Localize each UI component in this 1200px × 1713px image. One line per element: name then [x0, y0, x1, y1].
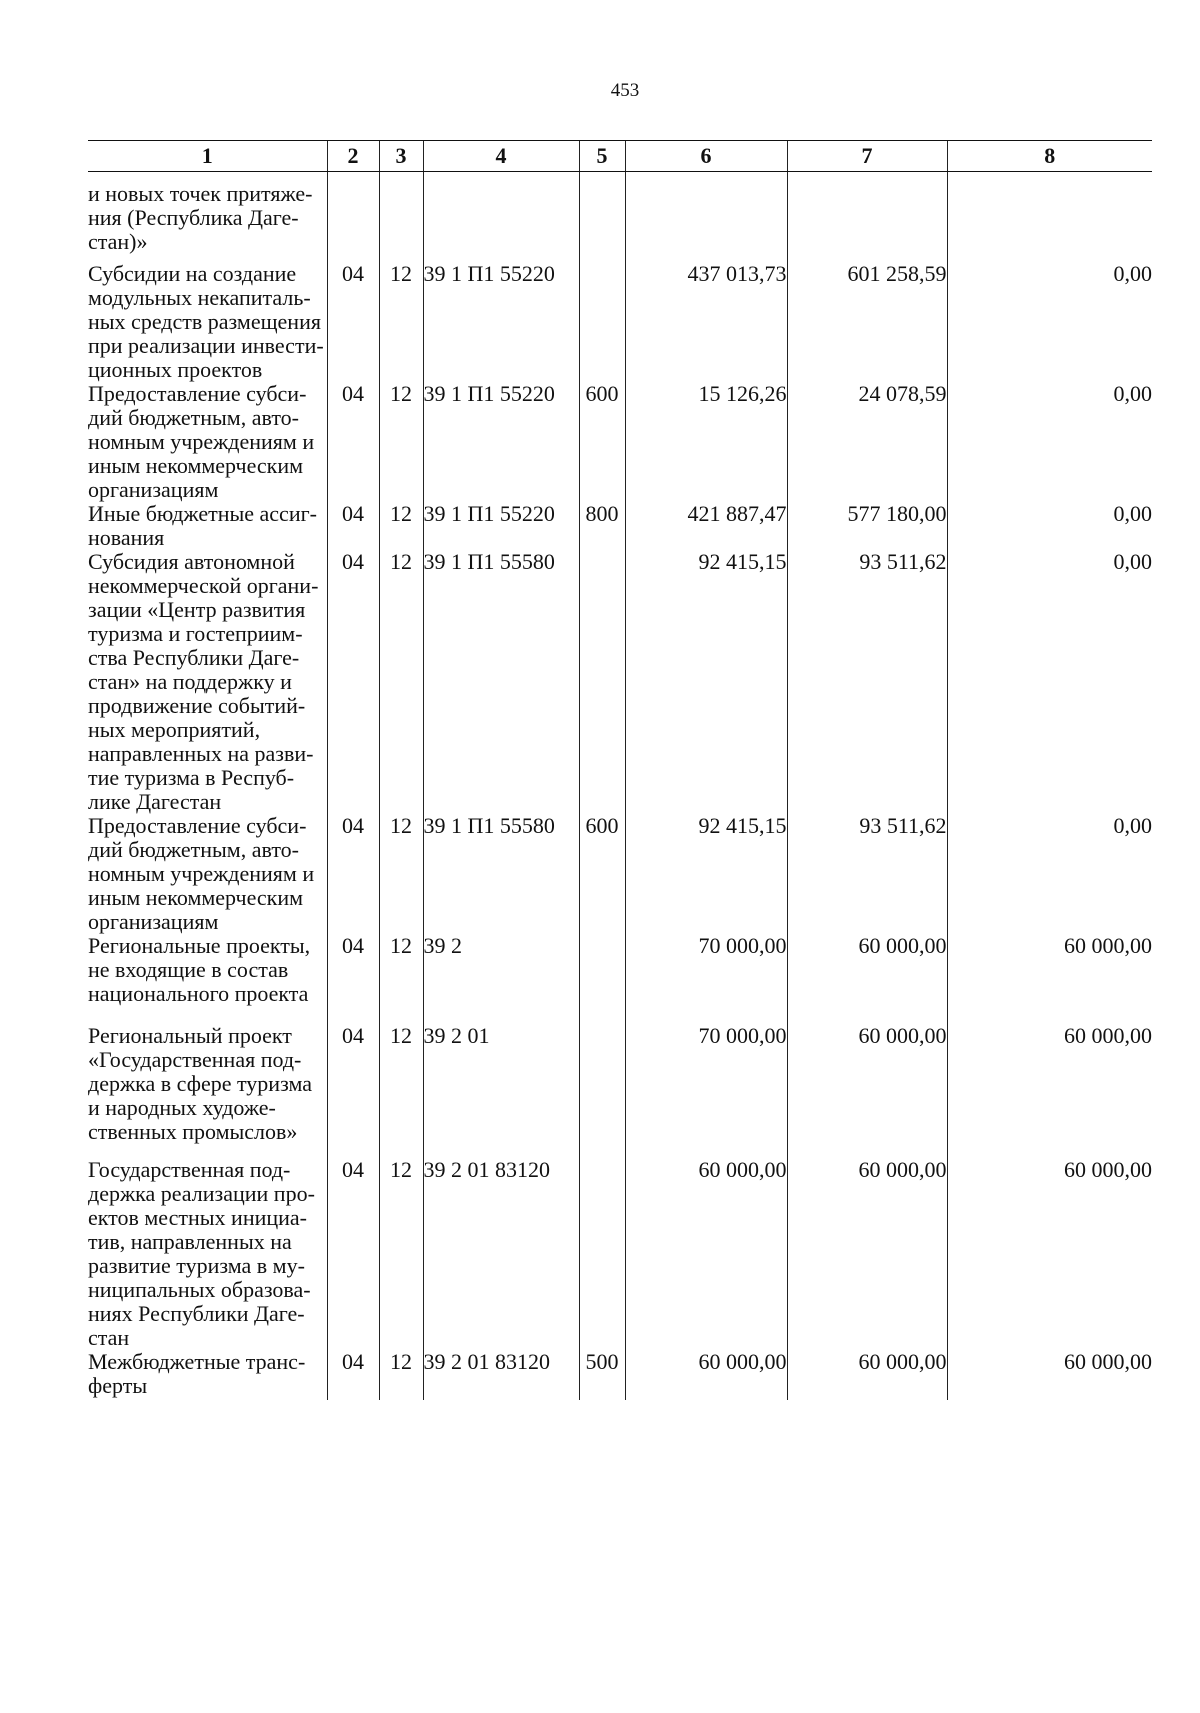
amount-col-8: 60 000,00 — [947, 934, 1152, 1024]
section-code: 04 — [327, 1350, 379, 1400]
item-name: Государственная под- держка реализации про- ектов местных инициа- тив, направленных на развитие туризма в му- ниципальных образова- ниях Республики Даге- стан — [88, 1157, 315, 1350]
section-code: 04 — [327, 502, 379, 550]
amount-col-6: 437 013,73 — [625, 262, 787, 382]
item-name: Региональные проекты, не входящие в состав национального проекта — [88, 933, 311, 1006]
header-row — [88, 141, 1152, 172]
subsection-code — [379, 172, 423, 263]
amount-col-7: 601 258,59 — [787, 262, 947, 382]
section-code: 04 — [327, 550, 379, 814]
table-row — [88, 1158, 1152, 1350]
subsection-code: 12 — [379, 1024, 423, 1158]
amount-col-8 — [947, 172, 1152, 263]
expense-type-code: 600 — [579, 814, 625, 934]
amount-col-8: 60 000,00 — [947, 1350, 1152, 1400]
amount-col-6 — [625, 172, 787, 263]
subsection-code: 12 — [379, 1158, 423, 1350]
amount-col-6: 60 000,00 — [625, 1350, 787, 1400]
target-article-code: 39 1 П1 55580 — [423, 814, 579, 934]
subsection-code: 12 — [379, 502, 423, 550]
expense-type-code — [579, 262, 625, 382]
target-article-code — [423, 172, 579, 263]
header-col-8: 8 — [947, 141, 1152, 172]
table-row — [88, 814, 1152, 934]
section-code: 04 — [327, 262, 379, 382]
header-col-7: 7 — [787, 141, 947, 172]
item-name: и новых точек притяже- ния (Республика Даге- стан)» — [88, 181, 313, 254]
amount-col-7: 60 000,00 — [787, 1350, 947, 1400]
amount-col-8: 60 000,00 — [947, 1024, 1152, 1158]
amount-col-7: 24 078,59 — [787, 382, 947, 502]
page-number: 453 — [610, 80, 640, 101]
header-col-4: 4 — [423, 141, 579, 172]
table-row — [88, 550, 1152, 814]
section-code: 04 — [327, 934, 379, 1024]
amount-col-6: 421 887,47 — [625, 502, 787, 550]
table-row — [88, 382, 1152, 502]
target-article-code: 39 1 П1 55220 — [423, 502, 579, 550]
target-article-code: 39 2 01 83120 — [423, 1158, 579, 1350]
target-article-code: 39 2 01 83120 — [423, 1350, 579, 1400]
table-row — [88, 172, 1152, 263]
amount-col-7: 93 511,62 — [787, 814, 947, 934]
amount-col-8: 0,00 — [947, 382, 1152, 502]
header-col-6: 6 — [625, 141, 787, 172]
item-name: Предоставление субси- дий бюджетным, авто- номным учреждениям и иным некоммерческим организациям — [88, 381, 315, 502]
expense-type-code — [579, 1158, 625, 1350]
table-row — [88, 262, 1152, 382]
section-code — [327, 172, 379, 263]
section-code: 04 — [327, 1024, 379, 1158]
amount-col-6: 70 000,00 — [625, 934, 787, 1024]
item-name: Субсидии на создание модульных некапиталь- ных средств размещения при реализации инвести- ционных проектов — [88, 261, 324, 382]
amount-col-8: 0,00 — [947, 502, 1152, 550]
expense-type-code — [579, 550, 625, 814]
item-name: Предоставление субси- дий бюджетным, авто- номным учреждениям и иным некоммерческим организациям — [88, 813, 315, 934]
target-article-code: 39 1 П1 55220 — [423, 262, 579, 382]
amount-col-7 — [787, 172, 947, 263]
header-col-5: 5 — [579, 141, 625, 172]
table-row — [88, 502, 1152, 550]
subsection-code: 12 — [379, 1350, 423, 1400]
amount-col-6: 92 415,15 — [625, 550, 787, 814]
amount-col-8: 0,00 — [947, 814, 1152, 934]
expense-type-code — [579, 172, 625, 263]
expense-type-code: 600 — [579, 382, 625, 502]
expense-type-code — [579, 934, 625, 1024]
amount-col-7: 60 000,00 — [787, 1158, 947, 1350]
expense-type-code — [579, 1024, 625, 1158]
section-code: 04 — [327, 814, 379, 934]
item-name: Межбюджетные транс- ферты — [88, 1349, 306, 1398]
amount-col-8: 0,00 — [947, 262, 1152, 382]
table-row — [88, 1350, 1152, 1400]
amount-col-6: 70 000,00 — [625, 1024, 787, 1158]
subsection-code: 12 — [379, 814, 423, 934]
amount-col-8: 60 000,00 — [947, 1158, 1152, 1350]
subsection-code: 12 — [379, 934, 423, 1024]
amount-col-6: 15 126,26 — [625, 382, 787, 502]
target-article-code: 39 1 П1 55220 — [423, 382, 579, 502]
target-article-code: 39 2 01 — [423, 1024, 579, 1158]
subsection-code: 12 — [379, 550, 423, 814]
amount-col-6: 60 000,00 — [625, 1158, 787, 1350]
table-row — [88, 1024, 1152, 1158]
target-article-code: 39 2 — [423, 934, 579, 1024]
amount-col-7: 60 000,00 — [787, 934, 947, 1024]
amount-col-7: 60 000,00 — [787, 1024, 947, 1158]
header-col-3: 3 — [379, 141, 423, 172]
header-col-1: 1 — [88, 141, 327, 172]
target-article-code: 39 1 П1 55580 — [423, 550, 579, 814]
amount-col-6: 92 415,15 — [625, 814, 787, 934]
budget-table — [88, 140, 1152, 1400]
item-name: Субсидия автономной некоммерческой органи- зации «Центр развития туризма и гостеприим- ства Республики Даге- стан» на поддержку и продвижение событий- ных мероприятий, направленных на разви- тие туризма в Респуб- лике Дагестан — [88, 549, 319, 814]
table-row — [88, 934, 1152, 1024]
header-col-2: 2 — [327, 141, 379, 172]
amount-col-7: 93 511,62 — [787, 550, 947, 814]
item-name: Региональный проект «Государственная под- держка в сфере туризма и народных художе- ственных промыслов» — [88, 1023, 312, 1144]
subsection-code: 12 — [379, 262, 423, 382]
section-code: 04 — [327, 382, 379, 502]
subsection-code: 12 — [379, 382, 423, 502]
expense-type-code: 500 — [579, 1350, 625, 1400]
amount-col-8: 0,00 — [947, 550, 1152, 814]
amount-col-7: 577 180,00 — [787, 502, 947, 550]
section-code: 04 — [327, 1158, 379, 1350]
expense-type-code: 800 — [579, 502, 625, 550]
item-name: Иные бюджетные ассиг- нования — [88, 501, 317, 550]
